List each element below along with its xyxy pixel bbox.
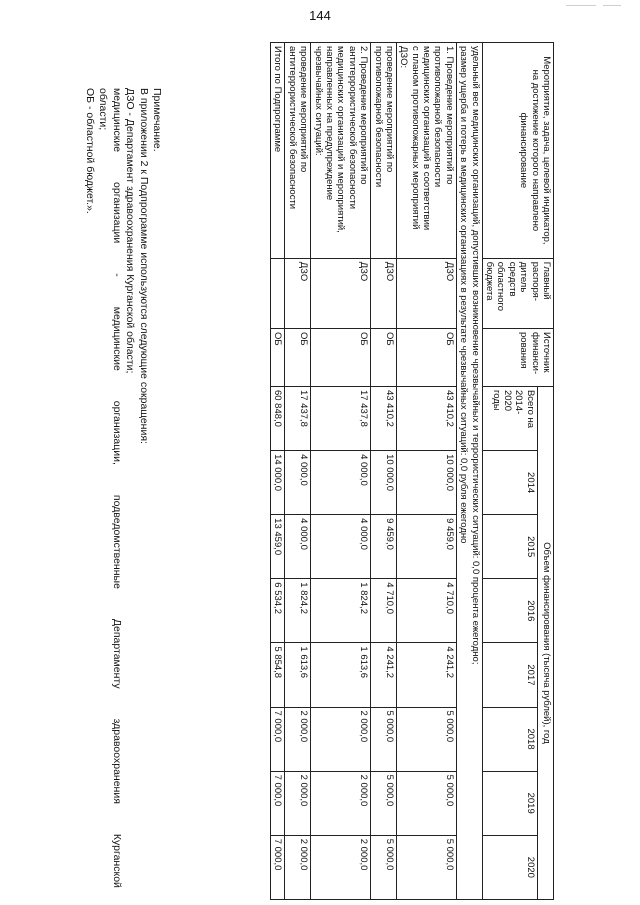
value-cell: 5 000,0 <box>396 771 456 835</box>
value-cell: 10 000,0 <box>396 451 456 515</box>
value-cell: 2 000,0 <box>311 835 371 899</box>
source-header: Источник финанси- рования <box>482 329 553 387</box>
value-cell: 1 613,6 <box>285 643 311 707</box>
table-row <box>371 43 397 900</box>
value-cell: 5 000,0 <box>371 707 397 771</box>
measure-cell: Итого по Подпрограмме <box>271 43 285 259</box>
value-cell: 9 459,0 <box>371 515 397 579</box>
value-cell: 4 241,2 <box>371 643 397 707</box>
value-cell: 1 824,2 <box>285 579 311 643</box>
source-cell: ОБ <box>271 329 285 387</box>
total-cell: 17 437,8 <box>285 386 311 450</box>
source-cell: ОБ <box>396 329 456 387</box>
value-cell: 4 000,0 <box>285 451 311 515</box>
value-cell: 10 000,0 <box>371 451 397 515</box>
value-cell: 4 000,0 <box>285 515 311 579</box>
funding-table <box>270 42 554 900</box>
source-cell: ОБ <box>311 329 371 387</box>
measure-cell: проведение мероприятий по противопожарной безопасности <box>371 43 397 259</box>
year-header: 2020 <box>482 835 537 899</box>
value-cell: 5 000,0 <box>396 707 456 771</box>
page-number: 144 <box>309 8 331 23</box>
table-row <box>311 43 371 900</box>
value-cell: 7 000,0 <box>271 835 285 899</box>
total-row <box>271 43 285 900</box>
manager-header: Главный распоря- дитель средств областного бюджета <box>482 258 553 328</box>
indicator-row <box>456 43 482 900</box>
manager-cell: ДЗО <box>371 258 397 328</box>
note-line: ДЗО - Департамент здравоохранения Курганской области; <box>124 88 137 374</box>
funding-header: Объем финансирования (тысяча рублей), год <box>537 386 553 899</box>
value-cell: 13 459,0 <box>271 515 285 579</box>
value-cell: 4 710,0 <box>371 579 397 643</box>
year-header: 2015 <box>482 515 537 579</box>
measure-header: Мероприятие, задача, целевой индикатор, на достижение которого направлено финансирование <box>482 43 553 259</box>
measure-cell: проведение мероприятий по антитеррористической безопасности <box>285 43 311 259</box>
source-cell: ОБ <box>371 329 397 387</box>
value-cell: 5 854,8 <box>271 643 285 707</box>
total-cell: 17 437,8 <box>311 386 371 450</box>
year-header: 2017 <box>482 643 537 707</box>
value-cell: 5 000,0 <box>396 835 456 899</box>
value-cell: 5 000,0 <box>371 771 397 835</box>
manager-cell: ДЗО <box>396 258 456 328</box>
value-cell: 14 000,0 <box>271 451 285 515</box>
total-cell: 43 410,2 <box>396 386 456 450</box>
note-title: Примечание. <box>151 88 163 152</box>
note-line: В приложении 2 к Подпрограмме используются следующие сокращения: <box>137 88 150 444</box>
note-line: области; <box>97 88 110 131</box>
value-cell: 2 000,0 <box>285 835 311 899</box>
value-cell: 4 241,2 <box>396 643 456 707</box>
note-line-justified: медицинские организации - медицинские организации, подведомственные Департаменту здравоохранения Курганской <box>110 88 123 888</box>
measure-cell: 1. Проведение мероприятий по противопожарной безопасности медицинских организаций в соответствии с планом противопожарных мероприятий ДЗО: <box>396 43 456 259</box>
table-row <box>396 43 456 900</box>
value-cell: 5 000,0 <box>371 835 397 899</box>
value-cell: 2 000,0 <box>311 771 371 835</box>
source-cell: ОБ <box>285 329 311 387</box>
indicator-text: удельный вес медицинских организаций, допустивших возникновение чрезвычайных и террористических ситуаций: 0,0 процента ежегодно; размер ущерба и потерь в медицинских организациях в результате чрезвычайных ситуаций: 0,0 рубля ежегодно <box>456 43 482 900</box>
value-cell: 1 824,2 <box>311 579 371 643</box>
value-cell: 2 000,0 <box>311 707 371 771</box>
measure-cell: 2. Проведение мероприятий по антитеррористической безопасности медицинских организаций и мероприятий, направленных на предупреждение чрезвычайных ситуаций: <box>311 43 371 259</box>
value-cell: 2 000,0 <box>285 771 311 835</box>
value-cell: 1 613,6 <box>311 643 371 707</box>
value-cell: 6 534,2 <box>271 579 285 643</box>
value-cell: 7 000,0 <box>271 771 285 835</box>
manager-cell: ДЗО <box>311 258 371 328</box>
manager-cell: ДЗО <box>285 258 311 328</box>
value-cell: 7 000,0 <box>271 707 285 771</box>
header-row <box>537 43 553 900</box>
total-cell: 60 848,0 <box>271 386 285 450</box>
value-cell: 9 459,0 <box>396 515 456 579</box>
value-cell: 4 710,0 <box>396 579 456 643</box>
total-header: Всего на 2014- 2020 годы <box>482 386 537 450</box>
manager-cell <box>271 258 285 328</box>
table-row <box>285 43 311 900</box>
year-header: 2019 <box>482 771 537 835</box>
year-header: 2014 <box>482 451 537 515</box>
year-header: 2016 <box>482 579 537 643</box>
note-line: ОБ - областной бюджет.». <box>83 88 96 214</box>
value-cell: 4 000,0 <box>311 451 371 515</box>
year-header: 2018 <box>482 707 537 771</box>
total-cell: 43 410,2 <box>371 386 397 450</box>
value-cell: 4 000,0 <box>311 515 371 579</box>
value-cell: 2 000,0 <box>285 707 311 771</box>
note-block <box>82 88 163 888</box>
